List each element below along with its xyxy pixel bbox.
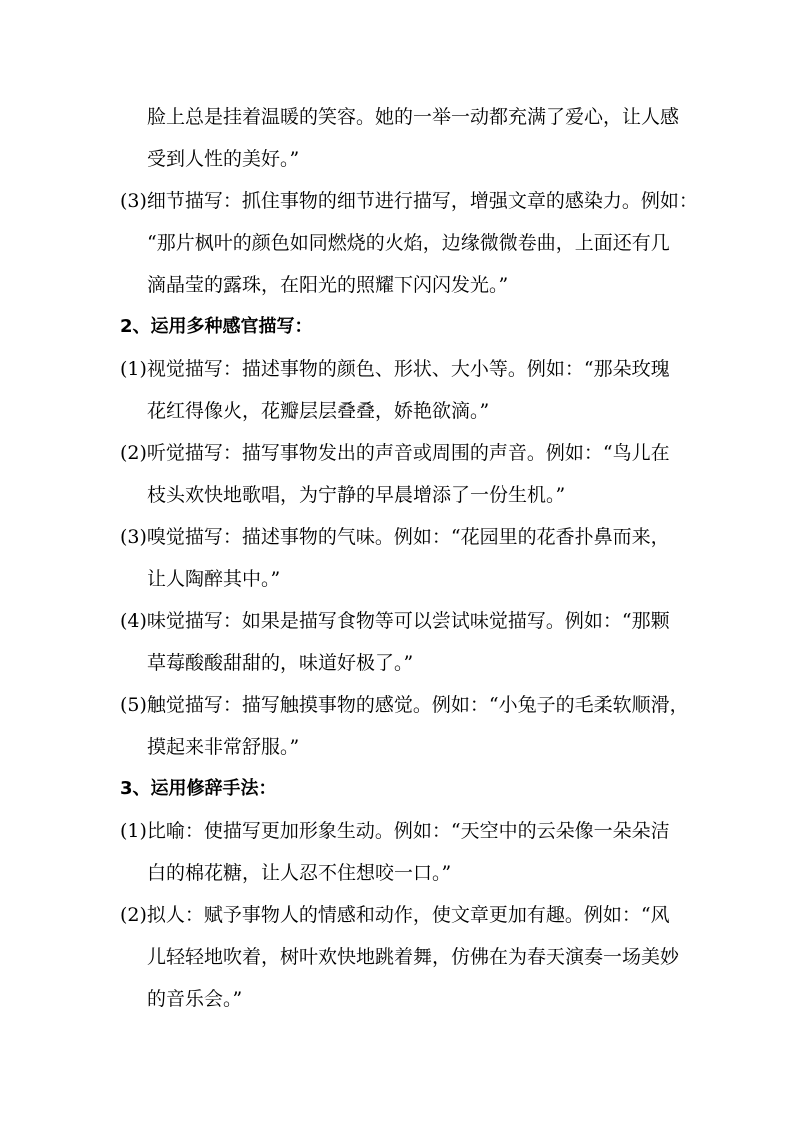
list-item-olfactory: (3)嗅觉描写：描述事物的气味。例如：“花园里的花香扑鼻而来， xyxy=(120,526,670,548)
text-line: 让人陶醉其中。” xyxy=(147,568,281,590)
text-line: “那片枫叶的颜色如同燃烧的火焰，边缘微微卷曲，上面还有几 xyxy=(147,232,670,254)
list-item-tactile: (5)触觉描写：描写触摸事物的感觉。例如：“小兔子的毛柔软顺滑， xyxy=(120,694,689,716)
list-item-visual: (1)视觉描写：描述事物的颜色、形状、大小等。例如：“那朵玫瑰 xyxy=(120,358,670,380)
list-item-personification: (2)拟人：赋予事物人的情感和动作，使文章更加有趣。例如：“风 xyxy=(120,904,670,926)
text-line: 脸上总是挂着温暖的笑容。她的一举一动都充满了爱心，让人感 xyxy=(147,106,680,128)
list-item-auditory: (2)听觉描写：描写事物发出的声音或周围的声音。例如：“鸟儿在 xyxy=(120,442,670,464)
list-item-metaphor: (1)比喻：使描写更加形象生动。例如：“天空中的云朵像一朵朵洁 xyxy=(120,820,670,842)
text-line: 的音乐会。” xyxy=(147,988,243,1010)
text-line: 儿轻轻地吹着，树叶欢快地跳着舞，仿佛在为春天演奏一场美妙 xyxy=(147,946,680,968)
text-line: 摸起来非常舒服。” xyxy=(147,736,300,758)
text-line: 花红得像火，花瓣层层叠叠，娇艳欲滴。” xyxy=(147,400,490,422)
text-line: 滴晶莹的露珠，在阳光的照耀下闪闪发光。” xyxy=(147,274,509,296)
section-heading-rhetoric: 3、运用修辞手法： xyxy=(120,778,277,799)
list-item-detail-description: (3)细节描写：抓住事物的细节进行描写，增强文章的感染力。例如： xyxy=(120,190,698,212)
text-line: 受到人性的美好。” xyxy=(147,148,300,170)
text-line: 草莓酸酸甜甜的，味道好极了。” xyxy=(147,652,414,674)
text-line: 白的棉花糖，让人忍不住想咬一口。” xyxy=(147,862,452,884)
list-item-gustatory: (4)味觉描写：如果是描写食物等可以尝试味觉描写。例如：“那颗 xyxy=(120,610,670,632)
section-heading-senses: 2、运用多种感官描写： xyxy=(120,316,313,337)
text-line: 枝头欢快地歌唱，为宁静的早晨增添了一份生机。” xyxy=(147,484,566,506)
